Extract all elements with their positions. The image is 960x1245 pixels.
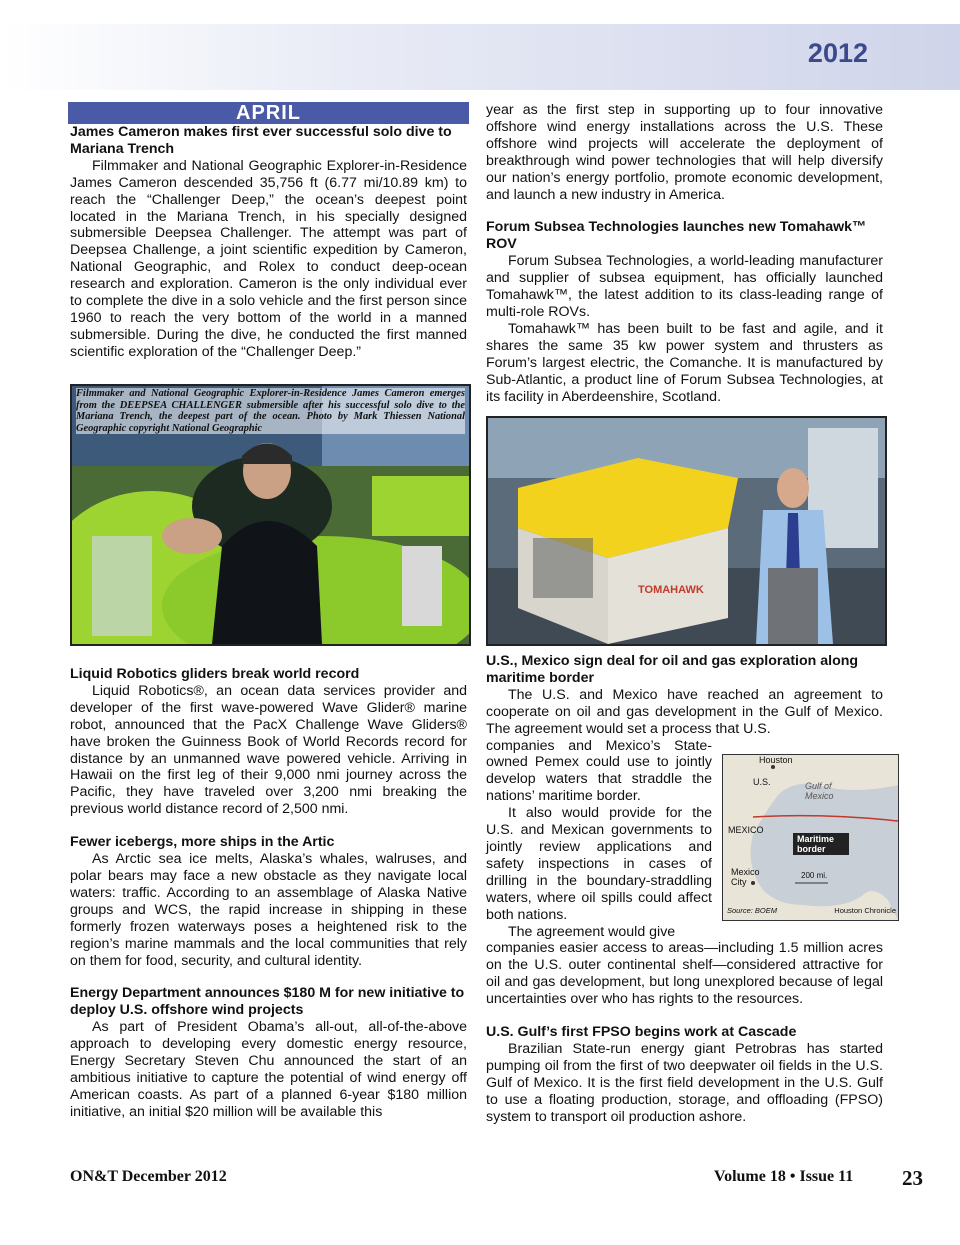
month-banner: APRIL (68, 102, 469, 124)
article-body-forum-1: Forum Subsea Technologies, a world-leading manufacturer and supplier of subsea equipment, has officially launched Tomahawk™, the latest addition to its class-leading range of multi-role ROVs. (486, 253, 883, 320)
article-body-energy-dept: As part of President Obama’s all-out, all-of-the-above approach to developing every domestic energy resource, Energy Secretary Steven Chu announced the start of an ambitious initiative to capture the potential of wind energy off American coasts. As part of a planned 6-year $180 million initiative, an initial $20 million will be available this (70, 1019, 467, 1120)
article-headline-cameron: James Cameron makes first ever successful solo dive to Mariana Trench (70, 124, 452, 157)
left-column (70, 102, 467, 361)
map-label-houston: Houston (759, 755, 793, 765)
article-headline-energy-dept: Energy Department announces $180 M for new initiative to deploy U.S. offshore wind projects (70, 985, 465, 1019)
article-body-mexico-b: companies and Mexico’s State-owned Pemex could use to jointly develop waters that straddle the nations’ maritime border. (486, 737, 712, 805)
right-column (486, 102, 883, 405)
cameron-photo-caption: Filmmaker and National Geographic Explorer-in-Residence James Cameron emerges from the DEEPSEA CHALLENGER submersible after his successful solo dive to the Mariana Trench, the deepest part of the ocean. Photo by Mark Thiessen National Geographic copyright National Geographic (76, 388, 465, 434)
rov-photo (486, 416, 887, 646)
map-label-mexico: MEXICO (728, 825, 764, 835)
article-body-mexico-c: It also would provide for the U.S. and Mexican governments to jointly review applications and safety inspections in cases of drilling in the boundary-straddling waters, where oil spills could affect both nations. (486, 805, 712, 923)
map-label-mexico-city: Mexico City (731, 867, 760, 887)
article-body-mexico-a: The U.S. and Mexico have reached an agreement to cooperate on oil and gas development in the Gulf of Mexico. The agreement would set a process that U.S. (486, 686, 883, 737)
article-body-mexico-d: The agreement would give (508, 923, 676, 940)
article-body-cascade: Brazilian State-run energy giant Petrobras has started pumping oil from the first of two deepwater oil fields in the U.S. Gulf of Mexico. It is the first field development in the U.S. Gulf to use a floating production, storage, and offloading (FPSO) system to transport oil production ashore. (486, 1040, 883, 1125)
article-body-liquid-robotics: Liquid Robotics®, an ocean data services provider and developer of the first wave-powered Wave Glider® marine robot, announced that the PacX Challenge Wave Gliders® have broken the Guinness Book of World Records record for distance by an unmanned wave powered vehicle. Arriving in Hawaii on the first leg of their 9,000 nmi journey across the Pacific, they have traveled over 3,200 nmi breaking the previous world distance record of 2,500 nmi. (70, 682, 467, 818)
rov-photo-illustration (488, 418, 885, 644)
map-label-scale: 200 mi. (801, 871, 828, 880)
article-body-cameron: Filmmaker and National Geographic Explorer-in-Residence James Cameron descended 35,756 ft (6.77 mi/10.89 km) to reach the “Challenger Deep,” the ocean’s deepest point located in the Mariana Trench, in his specially designed submersible Deepsea Challenger. The attempt was part of Deepsea Challenge, a joint scientific expedition by Cameron, National Geographic, and Rolex to conduct deep-ocean research and exploration. Cameron is the only individual ever to complete the dive in a solo vehicle and the first person since 1960 to reach the very bottom of the world in a manned submersible. During the dive, he conducted the first manned scientific exploration of the “Challenger Deep.” (70, 157, 467, 360)
left-column-lower (70, 666, 467, 1121)
cameron-photo (70, 384, 471, 646)
map-label-us: U.S. (753, 777, 771, 787)
article-body-mexico-e: companies easier access to areas—including 1.5 million acres on the U.S. outer continental shelf—considered attractive for oil and gas development, but long unexplored because of legal uncertainties over who has rights to the resources. (486, 940, 883, 1008)
map-label-maritime-border: Maritime border (797, 834, 835, 854)
article-headline-cascade: U.S. Gulf’s first FPSO begins work at Cascade (486, 1024, 797, 1041)
header-year: 2012 (807, 38, 868, 68)
article-body-icebergs: As Arctic sea ice melts, Alaska’s whales, walruses, and polar bears may face a new obstacle as they navigate local waters: traffic. According to an assemblage of Alaska Native groups and WCS, the rapid increase in shipping in these formerly frozen waterways poses a heightened risk to the region’s marine mammals and the local communities that rely on them for food, security, and cultural identity. (70, 851, 467, 969)
article-body-forum-2: Tomahawk™ has been built to be fast and agile, and it shares the same 35 kw power system and thrusters as Forum’s largest electric, the Comanche. It is manufactured by Sub-Atlantic, a product line of Forum Subsea Technologies, at its facility in Aberdeenshire, Scotland. (486, 320, 883, 405)
map-label-gulf: Gulf of Mexico (805, 781, 834, 801)
article-headline-icebergs: Fewer icebergs, more ships in the Artic (70, 834, 335, 851)
mexico-wrapped-text (486, 738, 712, 941)
article-headline-forum: Forum Subsea Technologies launches new Tomahawk™ ROV (486, 219, 867, 253)
rov-label: TOMAHAWK (638, 584, 704, 596)
footer-publication: ON&T December 2012 (70, 1168, 227, 1185)
map-credit: Houston Chronicle (834, 906, 896, 915)
map-source: Source: BOEM (727, 906, 778, 915)
footer-volume: Volume 18 • Issue 11 (714, 1168, 854, 1185)
article-headline-liquid-robotics: Liquid Robotics gliders break world record (70, 666, 360, 682)
article-headline-mexico: U.S., Mexico sign deal for oil and gas exploration along maritime border (486, 653, 859, 686)
gulf-map (722, 754, 899, 921)
page-number: 23 (902, 1166, 923, 1190)
article-body-energy-dept-continued: year as the first step in supporting up to four innovative offshore wind energy installations across the U.S. These offshore wind projects will accelerate the deployment of breakthrough wind power technologies that will help diversify our nation’s energy portfolio, promote economic development, and launch a new industry in America. (486, 102, 883, 203)
